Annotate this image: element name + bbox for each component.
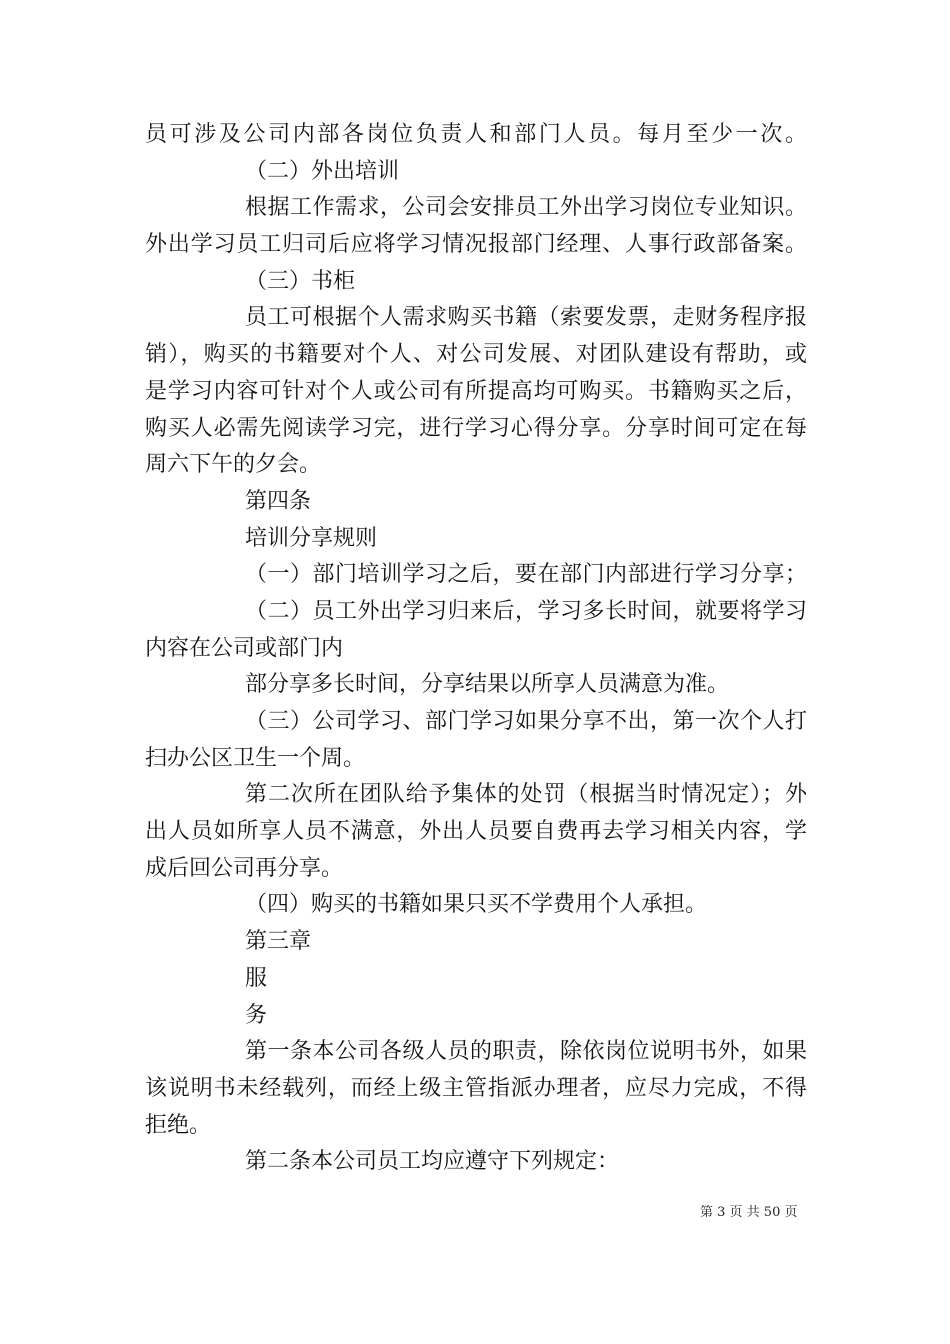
paragraph-line: 第二条本公司员工均应遵守下列规定：	[245, 1149, 620, 1175]
paragraph-line: 成后回公司再分享。	[145, 855, 344, 881]
article-title: 培训分享规则	[245, 525, 378, 551]
paragraph-line: 周六下午的夕会。	[145, 452, 322, 478]
chapter-title-char: 务	[245, 1002, 268, 1028]
paragraph-line: 出人员如所享人员不满意，外出人员要自费再去学习相关内容，学	[145, 819, 807, 845]
paragraph-line: 第二次所在团队给予集体的处罚（根据当时情况定）；外	[245, 782, 807, 808]
paragraph-line: （三）公司学习、部门学习如果分享不出，第一次个人打	[245, 709, 807, 734]
paragraph-line: （二）员工外出学习归来后，学习多长时间，就要将学习	[245, 598, 807, 624]
document-body	[145, 117, 807, 1181]
paragraph-line: 扫办公区卫生一个周。	[145, 745, 366, 771]
paragraph-line: 员可涉及公司内部各岗位负责人和部门人员。每月至少一次。	[145, 122, 807, 147]
page-number-footer: 第 3 页 共 50 页	[700, 1205, 798, 1220]
article-heading: 第四条	[245, 488, 312, 514]
paragraph-line: 部分享多长时间，分享结果以所享人员满意为准。	[245, 672, 730, 698]
paragraph-line: 根据工作需求，公司会安排员工外出学习岗位专业知识。	[245, 195, 807, 221]
paragraph-line: 内容在公司或部门内	[145, 635, 344, 661]
paragraph-line: （一）部门培训学习之后，要在部门内部进行学习分享；	[245, 562, 807, 588]
chapter-heading: 第三章	[245, 929, 312, 955]
paragraph-line: 是学习内容可针对个人或公司有所提高均可购买。书籍购买之后，	[145, 378, 807, 404]
paragraph-line: 购买人必需先阅读学习完，进行学习心得分享。分享时间可定在每	[145, 415, 807, 441]
paragraph-line: 该说明书未经载列，而经上级主管指派办理者，应尽力完成，不得	[145, 1075, 807, 1101]
paragraph-line: 第一条本公司各级人员的职责，除依岗位说明书外，如果	[245, 1039, 807, 1065]
section-heading-bookcase: （三）书柜	[245, 268, 356, 294]
paragraph-line: 员工可根据个人需求购买书籍（索要发票，走财务程序报	[245, 305, 807, 331]
paragraph-line: 外出学习员工归司后应将学习情况报部门经理、人事行政部备案。	[145, 232, 807, 258]
paragraph-line: 销），购买的书籍要对个人、对公司发展、对团队建设有帮助，或	[145, 342, 807, 368]
chapter-title-char: 服	[245, 965, 268, 991]
paragraph-line: （四）购买的书籍如果只买不学费用个人承担。	[245, 892, 708, 918]
paragraph-line: 拒绝。	[145, 1112, 212, 1138]
section-heading-external-training: （二）外出培训	[245, 158, 400, 184]
